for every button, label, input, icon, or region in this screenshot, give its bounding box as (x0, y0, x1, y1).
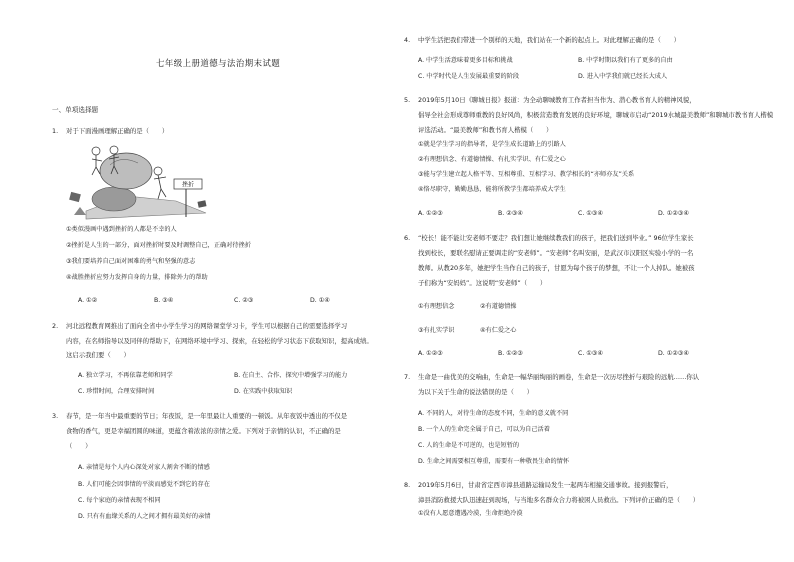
option-d: D. 生命之间需要相互尊重，需要有一种敬畏生命的情怀 (418, 458, 570, 465)
option-c: C. 每个家庭的亲情表现不相同 (78, 497, 161, 504)
question-stem-line: 这启示我们要（ ） (66, 351, 130, 359)
question-stem: 中学生活把我们带进一个别样的天地，我们站在一个新的起点上。对此理解正确的是（ ） (418, 36, 681, 44)
question-number: 3. (52, 412, 59, 420)
question-stem-line: 生命是一曲优美的交响曲，生命是一幅华丽绚丽的画卷，生命是一次历尽挫折与艰险的远航……你认 (418, 373, 700, 381)
question-stem-line: 教师。从教20多年，她把学生当作自己的孩子，甘愿为每个孩子的梦想，不让一个人掉队。她被孩 (418, 264, 695, 272)
option-d: D. ①②③④ (658, 210, 689, 217)
question-stem-line: 河北远程教育网推出了面向全省中小学生学习的网络课堂学习卡，学生可以根据自己的需要选择学习 (66, 322, 348, 330)
statement-3: ③能与学生建立起人格平等、互相尊重、互相学习、教学相长的“亦师亦友”关系 (418, 171, 635, 178)
statement-2: ②挫折是人生的一部分，面对挫折时要及时调整自己，正确对待挫折 (66, 242, 251, 249)
statement-1: ①类似漫画中遇到挫折的人都是不幸的人 (66, 226, 177, 233)
question-stem-line: 2019年5月10日《聊城日报》报道：为全动聊城教育工作者担当作为、潜心教书育人的精神风貌， (418, 96, 696, 104)
question-number: 7. (404, 373, 411, 381)
statement-1: ①有理想信念 (418, 303, 455, 310)
question-stem-line: 2019年5月6日，甘肃省定西市漳县道路运输局发生一起两车相撞交通事故。接到报警后， (418, 481, 673, 489)
statement-4: ④战胜挫折应努力发挥自身的力量，排除外力的帮助 (66, 274, 208, 281)
question-number: 5. (404, 96, 411, 104)
option-c: C. ①③④ (578, 350, 603, 357)
option-c: C. 人的生命是不可逆的，也是短暂的 (418, 442, 520, 449)
statement-4: ④有仁爱之心 (480, 327, 517, 334)
question-stem-line: 子们称为“安妈妈”。这说明“安老师”（ ） (418, 279, 547, 287)
question-stem-line: 漳县消防救援大队迅速赶到现场，与当地多名群众合力将被困人员救出。下列评价正确的是（ ） (418, 496, 700, 504)
option-a: A. ①②③ (418, 350, 443, 357)
question-number: 4. (404, 36, 411, 44)
statement-1: ①就是学生学习的指导者，是学生成长道路上的引路人 (418, 141, 566, 148)
option-c: C. 珍惜时间，合理安排时间 (78, 388, 155, 395)
statement-2: ②有道德情操 (480, 303, 517, 310)
option-b: B. 人们可能会因事情的平淡而感觉不到它的存在 (78, 481, 210, 488)
right-column (400, 0, 774, 562)
option-d: D. 在实践中获取知识 (234, 388, 293, 395)
question-stem-line: 内容，在名师指导以及同伴的帮助下，在网络环境中学习、探索，在轻松的学习状态下获取知识，提高成绩。 (66, 337, 373, 345)
option-d: D. ①④ (310, 297, 330, 304)
option-b: B. 中学时期以我们有了更多的自由 (578, 57, 673, 64)
statement-3: ③有扎实学识 (418, 327, 455, 334)
option-a: A. 亲情是每个人内心深处对家人割舍不断的情感 (78, 464, 210, 471)
question-stem-line: 评选活动。“最美教师”和教书育人楷模（ ） (418, 126, 553, 134)
question-stem-line: “校长！能不能让安老师不要走？我们想让她继续教我们的孩子，把我们送到毕业。” 96位学生家长 (418, 234, 694, 242)
cartoon-ground (86, 187, 206, 219)
option-b: B. ③④ (154, 297, 174, 304)
option-a: A. 独立学习，不再依靠老师和同学 (78, 372, 173, 379)
question-number: 6. (404, 234, 411, 242)
option-a: A. ①②③ (418, 210, 443, 217)
left-column (48, 0, 380, 562)
statement-4: ④恪尽职守，勤勤恳恳，能将所教学生都培养成大学生 (418, 186, 566, 193)
question-number: 2. (52, 322, 59, 330)
option-d: D. ①②③④ (658, 350, 689, 357)
question-stem-line: 食物的香气，更是幸福团圆的味道，更蕴含着浓浓的亲情之爱。下列对于亲情的认识，不正确的是 (66, 427, 341, 435)
cartoon-stone-icon (100, 153, 152, 189)
question-number: 8. (404, 481, 411, 489)
section-heading: 一、单项选择题 (52, 106, 99, 114)
question-stem: 对于下面漫画理解正确的是（ ） (66, 127, 169, 135)
option-c: C. 中学时代是人生发展最重要的阶段 (418, 73, 520, 80)
page-title: 七年级上册道德与法治期末试题 (156, 58, 281, 68)
option-b: B. 在自主、合作、探究中增强学习的能力 (234, 372, 348, 379)
option-b: B. 一个人的生命完全属于自己，可以为自己活着 (418, 426, 550, 433)
option-b: B. ①②③ (498, 350, 523, 357)
cartoon-image (66, 141, 210, 221)
cartoon-sign-text: 挫折 (181, 181, 195, 189)
option-c: C. ②③ (234, 297, 254, 304)
question-stem-line: 找到校长，要联名慰请正要调走的“安老师”。“安老师”名叫安丽，是武汉市汉阳区实验小学的一名 (418, 249, 694, 257)
option-a: A. 中学生活意味着更多目标和挑战 (418, 57, 513, 64)
question-stem-line: 为以下关于生命的说法错误的是（ ） (418, 388, 534, 396)
option-d: D. 只有有血缘关系的人之间才拥有最美好的亲情 (78, 513, 211, 520)
statement-1: ①没有人愿意遭遇冷漠，生命拒绝冷漠 (418, 510, 523, 517)
question-stem-line: 倡导全社会形成尊师重教的良好风尚，积极营造教育发展的良好环境，聊城市启动“2019水城最美教师”和聊城市教书育人楷模 (418, 111, 774, 119)
option-c: C. ①③④ (578, 210, 603, 217)
option-a: A. 不同的人，对待生命的态度不同，生命的意义就不同 (418, 410, 569, 417)
option-b: B. ②③④ (498, 210, 523, 217)
statement-3: ③我们要培养自己面对困难的勇气和坚强的意志 (66, 258, 196, 265)
option-d: D. 进入中学我们就已经长大成人 (578, 73, 668, 80)
question-stem-line: 春节，是一年当中最重要的节日；年夜饭，是一年里最让人重要的一顿饭。从年夜饭中透出的不仅是 (66, 412, 348, 420)
option-a: A. ①② (78, 297, 98, 304)
question-number: 1. (52, 127, 59, 135)
statement-2: ②有理想信念、有道德情操、有扎实学识、有仁爱之心 (418, 156, 566, 163)
question-stem-line: （ ） (66, 442, 92, 450)
